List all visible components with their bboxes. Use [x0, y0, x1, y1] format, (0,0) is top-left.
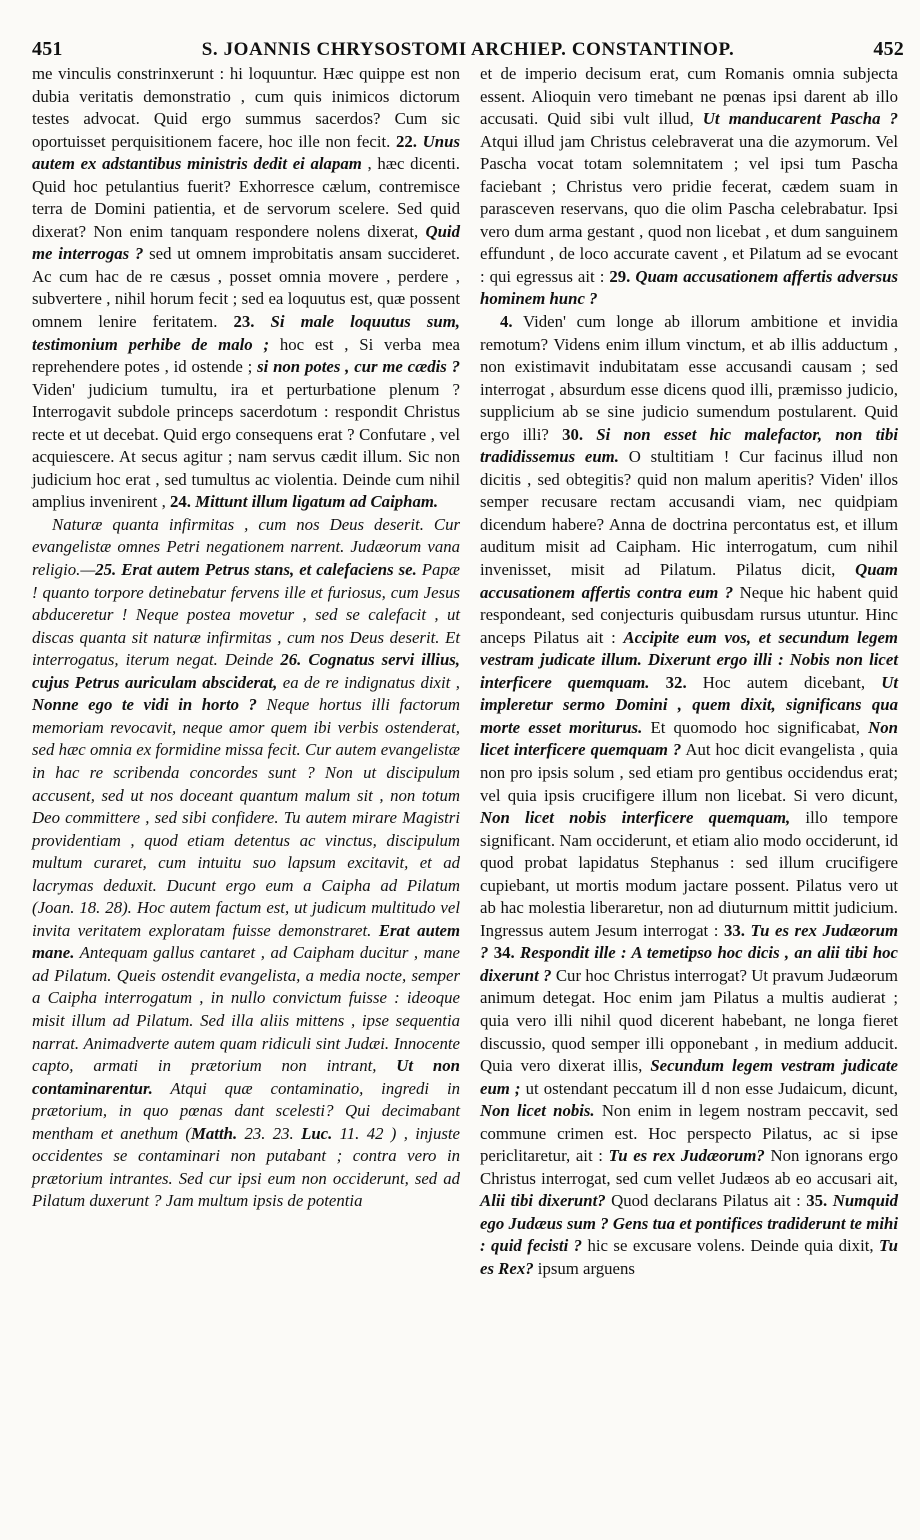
verse-number: 23. — [233, 312, 255, 332]
text-run: Non enim in legem nostram peccavit, sed commune crimen est. Hoc perspecto Pilatus, ac si ipse periclitaretur, ait : — [480, 1101, 899, 1166]
page-number-left: 451 — [32, 38, 63, 60]
text-run: Viden' judicium tumultu, ira et perturbatione plenum ? Interrogavit subdole princeps sacerdotum : respondit Christus recte et ut decebat. Quid ergo consequens erat ? Confutare , vel acquiescere. At secus agitur ; nam servus cædit illum. Sic non judicium hoc erat , sed tumultus ac violentia. Deinde cum nihil amplius invenirent , — [32, 379, 460, 512]
text-run: hic se excusare volens. Deinde quia dixit, — [582, 1236, 880, 1256]
text-run: Antequam gallus cantaret , ad Caipham ducitur , mane ad Pilatum. Queis ostendit evangelista, a media nocte, semper a Caipha interrogatum , in nullo convictum fuisse : ideoque misit illum ad Pilatum. Sed illa aliis mittens , ipse sequentia narrat. Animadverte autem quam ridiculi sint Judæi. Innocente capto, armati in prætorium non intrant, — [32, 943, 460, 1076]
quoted-text: Mittunt illum ligatum ad Caipham. — [195, 492, 439, 512]
verse-number: 25. — [95, 560, 117, 580]
verse-number: 24. — [169, 492, 191, 512]
quoted-text: Si non esset hic malefactor, non tibi tradidissemus eum. — [480, 424, 898, 467]
text-run: et de imperio decisum erat, cum Romanis omnia subjecta essent. Alioquin vero timebant ne pœnas ipsi darent ab illo accusati. Quid sibi vult illud, — [480, 64, 898, 129]
text-run: illo tempore significant. Nam occiderunt, et etiam alio modo occiderunt, id quod probat lapidatus Stephanus : sed illum crucifigere cupiebant, ut mortis modum jactare possent. Pilatus vero ut ab hac molestia liberaretur, non ad diuturnum mittit judicium. Ingressus autem Jesum interrogat : — [480, 808, 898, 940]
text-run: Quod declarans Pilatus ait : — [605, 1191, 807, 1211]
quoted-text: Matth. — [190, 1123, 238, 1143]
text-run — [583, 425, 596, 444]
text-run: ut ostendant peccatum ill d non esse Judaicum, dicunt, — [520, 1078, 898, 1098]
quoted-text: Luc. — [301, 1123, 333, 1143]
verse-number: 35. — [806, 1191, 828, 1211]
quoted-text: Non licet nobis interficere quemquam, — [480, 808, 791, 828]
quoted-text: Secundum legem vestram judicate eum ; — [480, 1056, 899, 1098]
text-run: Atqui illud jam Christus celebraverat una die azymorum. Vel Pascha vocat totam solemnitatem ; vel ipsi tum Pascha faciebant ; Christus vero pridie fecerat, cædem suam in parasceven reservans, quo die olim Pascha celebrabatur. Ipsi vero dum arma gestant , quod non licebat , et dum sanguinem effundunt , de loco accurate cavent , et Pilatum ad se evocant : qui egressus ait : — [480, 131, 898, 286]
quoted-text: Erat autem mane. — [32, 920, 460, 963]
quoted-text: Erat autem Petrus stans, et calefaciens se. — [121, 560, 417, 580]
text-run: me vinculis constrinxerunt : hi loquuntur. Hæc quippe est non dubia veritatis demonstratio , cum quis inimicos dictorum testes advocat. Quid ergo summus sacerdos? Cum sic oportuisset perquisitionem facere, hoc ille non fecit. — [32, 64, 460, 151]
quoted-text: Tu es rex Judæorum? — [608, 1146, 765, 1166]
quoted-text: Ut impleretur sermo Domini , quem dixit, significans qua morte esset moriturus. — [480, 672, 899, 737]
verse-number: 4. — [500, 312, 513, 332]
quoted-text: Numquid ego Judæus sum ? Gens tua et pontifices tradiderunt te mihi : quid fecisti ? — [480, 1191, 898, 1256]
page-number-right: 452 — [873, 38, 904, 60]
text-run: Non ignorans ergo Christus interrogat, sed cum vellet Judæos ab eo accusari ait, — [480, 1146, 898, 1188]
left-column — [32, 63, 460, 1213]
verse-number: 26. — [280, 650, 302, 670]
right-column — [480, 63, 898, 1281]
text-run — [254, 312, 270, 331]
section-summary — [32, 514, 460, 1213]
text-run: Neque hortus illi factorum memoriam revocavit, neque amor quem ibi verbis ostenderat, sed hæc omnia ex formidine missa fecit. Cur autem evangelistæ in hac re scribenda concordes sunt ? Non ut discipulum accusent, sed ut nos doceant quantum malum sit , non totum Deo committere , sed sibi confidere. Tu autem mirare Magistri providentiam , quod etiam detentus ac vinctus, discipulum multum curaret, cum intuitu suo lapsum excitavit, et ad lacrymas deduxit. Ducunt ergo eum a Caipha ad Pilatum ( — [32, 695, 460, 918]
verse-number: 29. — [609, 266, 631, 286]
verse-number: 22. — [396, 131, 417, 151]
text-run: Hoc autem dicebant, — [686, 672, 882, 692]
text-run: , hæc dicenti. Quid hoc petulantius fuerit? Exhorresce cælum, contremisce terra de Domini patientia, et de servorum scelere. Sed quid dixerat? Non enim tanquam respondere nolens dixerat, — [32, 154, 460, 241]
text-run: Atqui quæ contaminatio, ingredi in prætorium, in quo pœnas dant scelesti? Qui decimabant mentham et anethum ( — [32, 1078, 460, 1143]
quoted-text: Tu es rex Judæorum ? — [480, 920, 899, 963]
quoted-text: Cognatus servi illius, cujus Petrus auriculam absciderat, — [32, 650, 460, 692]
verse-number: 33. — [723, 920, 745, 940]
quoted-text: Tu es Rex? — [480, 1236, 898, 1278]
text-run: Neque hic habent quid respondeant, sed conjecturis quibusdam rursus utuntur. Hinc anceps Pilatus ait : — [480, 582, 898, 647]
running-title: S. JOANNIS CHRYSOSTOMI ARCHIEP. CONSTANTINOP. — [201, 39, 735, 60]
quoted-text: Joan. — [37, 898, 75, 918]
verse-number: 34. — [493, 943, 515, 963]
quoted-text: Ut non contaminarentur. — [32, 1056, 460, 1098]
text-run: Viden' cum longe ab illorum ambitione et invidia remotum? Videns enim illum vinctum, et ab illis adductum , non existimavit indubitatam esse accusandi causam ; sed interrogat , absurdum esse dicens quod illi, præmisso judicio, supplicium ab se sine judicio sumendum postularent. Quid ergo illi? — [480, 312, 898, 444]
quoted-text: Si male loquutus sum, testimonium perhibe de malo ; — [32, 312, 460, 354]
quoted-text: Nonne ego te vidi in horto ? — [32, 695, 257, 715]
text-run: Aut hoc dicit evangelista , quia non pro ipsis solum , sed etiam pro gentibus occidendus erat; vel quia ipsis crucifigere illum non licebat. Si vero dicunt, — [480, 740, 898, 805]
verse-number: 30. — [562, 424, 584, 444]
quoted-text: Quam accusationem affertis contra eum ? — [480, 560, 898, 602]
text-run: O stultitiam ! Cur facinus illud non dicitis , sed obtegitis? quid non malum aperitis? Viden' illos semper recusare rectam accusandi viam, nec quidpiam dicendum habere? Anna de doctrina percontatus est, et illum auditum misit ad Caipham. Hic interrogatum, cum nihil invenisset, misit ad Pilatum. Pilatus dicit, — [480, 447, 898, 580]
quoted-text: Respondit ille : A temetipso hoc dicis , an alii tibi hoc dixerunt ? — [480, 943, 898, 985]
text-run: hoc est , Si verba mea reprehendere potes , id ostende ; — [32, 334, 461, 377]
quoted-text: si non potes , cur me cædis ? — [257, 357, 460, 377]
page-header — [32, 38, 904, 62]
text-run: Cur hoc Christus interrogat? Ut pravum Judæorum animum detegat. Hoc enim jam Pilatus a multis audierat ; quia vero illi nihil quod dicerent habebant, ne longa fieret discussio, quod semper illi opponebant , in medium adducit. Quia vero dixerat illis, — [480, 965, 898, 1076]
text-run: 18. 28). Hoc autem factum est, ut judicum multitudo vel invita veritatem exploratam fuisse demonstraret. — [32, 898, 460, 940]
left-paragraph-1 — [32, 63, 460, 514]
text-run: ipsum arguens — [533, 1258, 635, 1278]
verse-number: 32. — [665, 672, 687, 692]
quoted-text: Accipite eum vos, et secundum legem vestram judicate illum. Dixerunt ergo illi : Nobis non licet interficere quemquam. — [480, 627, 898, 692]
quoted-text: Alii tibi dixerunt? — [480, 1191, 606, 1211]
text-run: Et quomodo hoc significabat, — [642, 717, 869, 737]
text-run: sed ut omnem improbitatis ansam succideret. Ac cum hac de re cæsus , posset omnia movere , perdere , subvertere , nihil horum fecit ; sed ea loquutus est, quæ possent omnem lenire feritatem. — [32, 244, 461, 332]
right-paragraph-1 — [480, 63, 898, 311]
section-summary-text: Naturæ quanta infirmitas , cum nos Deus deserit. Cur evangelistæ omnes Petri negationem narrent. Judæorum vana religio.— — [32, 514, 460, 580]
right-paragraph-2 — [480, 311, 898, 1281]
quoted-text: Quid me interrogas ? — [32, 221, 460, 264]
quoted-text: Unus autem ex adstantibus ministris dedit ei alapam — [32, 131, 460, 174]
text-run: 11. 42 ) , injuste occidentes se contaminari non putabant ; contra vero in prætorium intrantes. Sed cur ipsi eum non occiderunt, sed ad Pilatum duxerunt ? Jam multum ipsis de potentia — [32, 1123, 460, 1211]
text-run: ea de re indignatus dixit , — [277, 672, 460, 692]
quoted-text: Non licet interficere quemquam ? — [480, 717, 898, 760]
quoted-text: Ut manducarent Pascha ? — [702, 109, 899, 129]
text-run: Papæ ! quanto torpore detinebatur fervens ille et furiosus, cum Jesus abduceretur ! Neque postea movetur , sed se calefacit , ut discas quanta sit naturæ infirmitas , cum nos Deus deserit. Et interrogatus, iterum negat. Deinde — [32, 560, 461, 670]
quoted-text: Quam accusationem affertis adversus hominem hunc ? — [480, 266, 898, 309]
quoted-text: Non licet nobis. — [480, 1101, 595, 1121]
text-run — [650, 673, 666, 692]
text-run: 23. 23. — [237, 1123, 302, 1143]
section-summary-continuation — [32, 560, 460, 1210]
